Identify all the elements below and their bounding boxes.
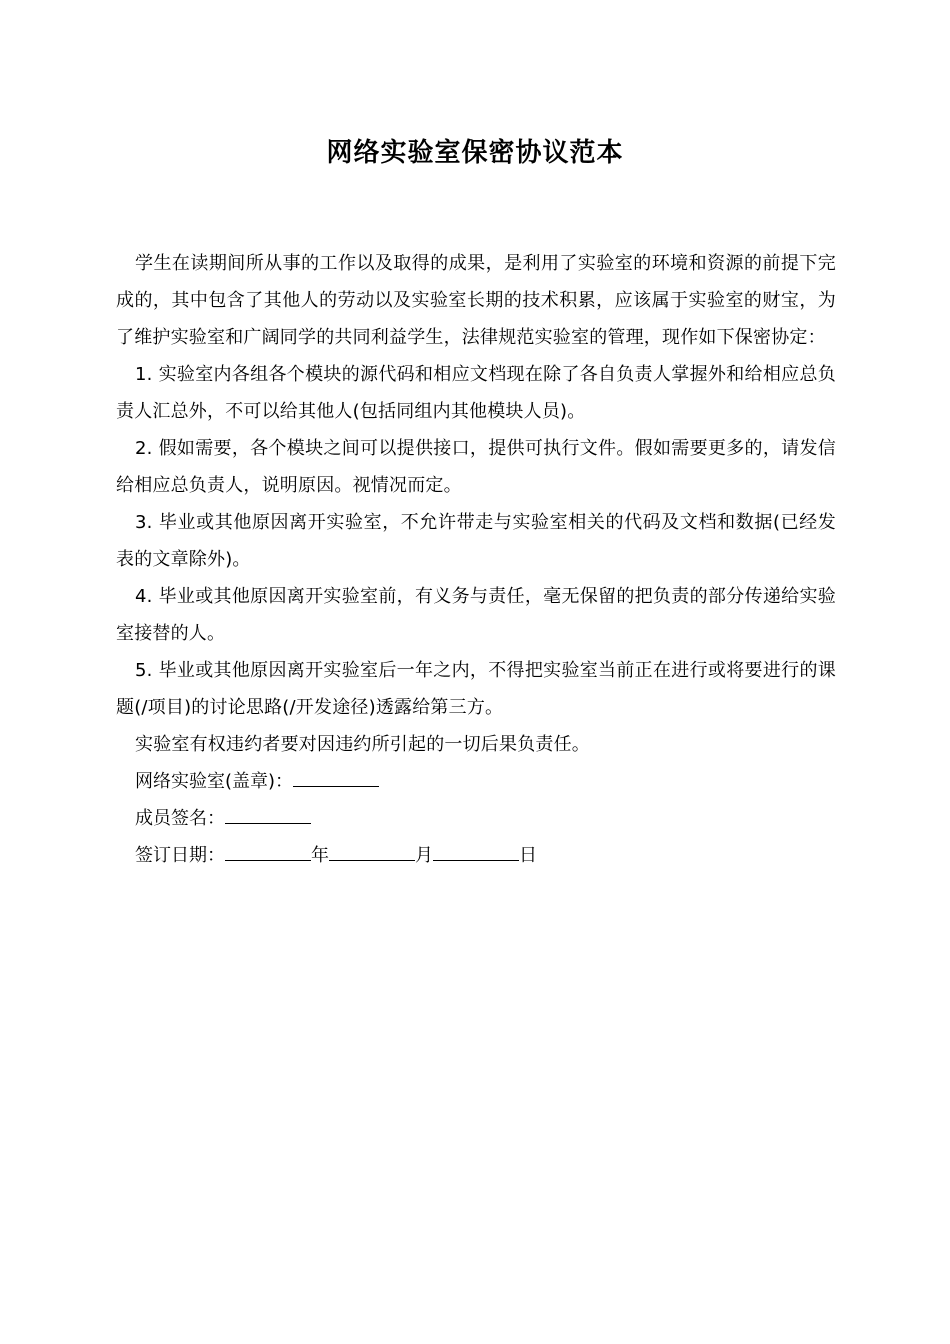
document-title: 网络实验室保密协议范本 [326, 138, 624, 168]
member-signature-blank [225, 805, 311, 824]
day-blank [433, 842, 519, 861]
clause-4: 4. 毕业或其他原因离开实验室前，有义务与责任，毫无保留的把负责的部分传递给实验室接替的人。 [116, 586, 836, 644]
lab-seal-label: 网络实验室(盖章)： [135, 771, 294, 792]
member-signature-label: 成员签名： [135, 808, 225, 829]
member-signature-line [116, 800, 836, 837]
sign-date-label: 签订日期： [135, 845, 225, 866]
year-label: 年 [311, 845, 329, 866]
month-label: 月 [415, 845, 433, 866]
clause-5: 5. 毕业或其他原因离开实验室后一年之内，不得把实验室当前正在进行或将要进行的课题(/项目)的讨论思路(/开发途径)透露给第三方。 [116, 660, 836, 718]
sign-date-line [116, 837, 836, 874]
month-blank [329, 842, 415, 861]
lab-seal-blank [293, 768, 379, 787]
intro-paragraph: 学生在读期间所从事的工作以及取得的成果，是利用了实验室的环境和资源的前提下完成的，其中包含了其他人的劳动以及实验室长期的技术积累，应该属于实验室的财宝，为了维护实验室和广阔同学的共同利益学生，法律规范实验室的管理，现作如下保密协定： [116, 253, 836, 348]
day-label: 日 [519, 845, 537, 866]
liability-paragraph: 实验室有权违约者要对因违约所引起的一切后果负责任。 [135, 734, 590, 755]
clause-2: 2. 假如需要，各个模块之间可以提供接口，提供可执行文件。假如需要更多的，请发信给相应总负责人，说明原因。视情况而定。 [116, 438, 836, 496]
document-body [116, 245, 836, 874]
clause-3: 3. 毕业或其他原因离开实验室，不允许带走与实验室相关的代码及文档和数据(已经发表的文章除外)。 [116, 512, 836, 570]
clause-1: 1. 实验室内各组各个模块的源代码和相应文档现在除了各自负责人掌握外和给相应总负责人汇总外，不可以给其他人(包括同组内其他模块人员)。 [116, 364, 836, 422]
lab-seal-line [116, 763, 836, 800]
year-blank [225, 842, 311, 861]
